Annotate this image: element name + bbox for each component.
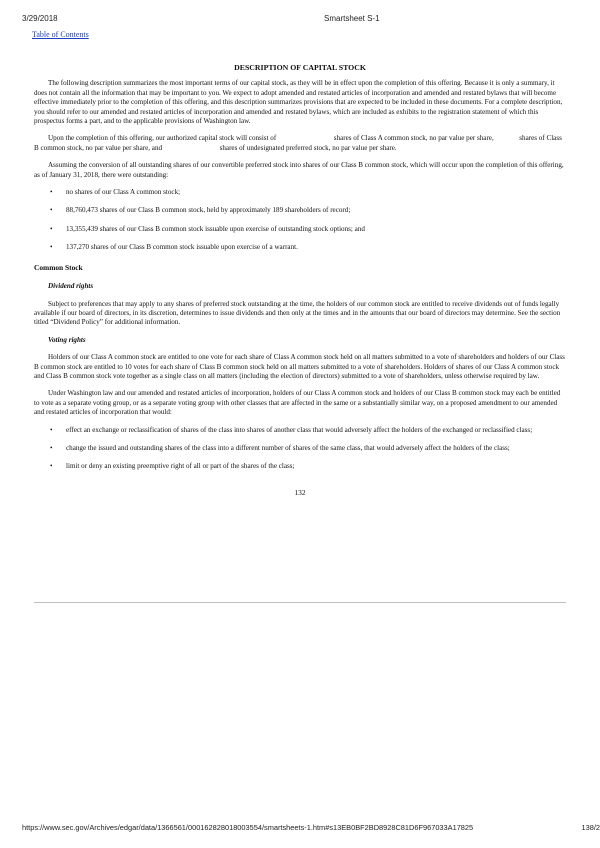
list-item: • 13,355,439 shares of our Class B common stock issuable upon exercise of outstanding stock options; and bbox=[50, 224, 365, 233]
dividend-rights-paragraph: Subject to preferences that may apply to any shares of preferred stock outstanding at the time, the holders of our common stock are entitled to receive dividends out of funds legally available if our board of directors, in its discretion, determines to issue dividends and then only at the times and in the amounts that our board of directors may determine. See the section titled “Dividend Policy” for additional information. bbox=[34, 299, 561, 327]
print-title: Smartsheet S-1 bbox=[324, 14, 380, 23]
page-number: 132 bbox=[294, 487, 306, 497]
authorized-text-2: shares of Class A common stock, no par value per share, bbox=[333, 134, 494, 143]
section-title: DESCRIPTION OF CAPITAL STOCK bbox=[234, 63, 366, 72]
bullet-icon: • bbox=[50, 462, 53, 471]
bullet-icon: • bbox=[50, 188, 53, 197]
intro-paragraph: The following description summarizes the most important terms of our capital stock, as they will be in effect upon the completion of this offering. Because it is only a summary, it does not contain all the information that may be important to you. We expect to adopt amended and restated articles of incorporation and amended and restated bylaws that will become effective immediately prior to the completion of this offering, and this description summarizes provisions that are expected to be included in these documents. For a complete description, you should refer to our amended and restated articles of incorporation and amended and restated bylaws, which are included as exhibits to the registration statement of which this prospectus forms a part, and to the applicable provisions of Washington law. bbox=[34, 79, 563, 126]
authorized-text-3: shares of Class B common stock, no par value per share, and bbox=[34, 134, 562, 152]
voting-conditions-list bbox=[34, 426, 566, 472]
list-item: • effect an exchange or reclassification of shares of the class into shares of another class that would adversely affect the holders of the exchanged or reclassified class; bbox=[50, 425, 533, 434]
footer-page-count: 138/2 bbox=[581, 823, 600, 832]
bullet-icon: • bbox=[50, 443, 53, 452]
dividend-rights-heading: Dividend rights bbox=[48, 282, 94, 291]
authorized-text-1: Upon the completion of this offering, our authorized capital stock will consist of bbox=[48, 134, 277, 143]
bullet-icon: • bbox=[50, 206, 53, 215]
bullet-icon: • bbox=[50, 224, 53, 233]
conversion-paragraph: Assuming the conversion of all outstanding shares of our convertible preferred stock into shares of our Class B common stock, which will occur upon the completion of this offering, as of January 31, 2018, there were outstanding: bbox=[34, 161, 564, 179]
voting-rights-paragraph-2: Under Washington law and our amended and restated articles of incorporation, holders of our Class A common stock and holders of our Class B common stock may each be entitled to vote as a separate voting group, or as a separate voting group with other classes that are affected in the same or a substantially similar way, on a proposed amendment to our amended and restated articles of incorporation that would: bbox=[34, 389, 561, 417]
list-item: • 88,760,473 shares of our Class B common stock, held by approximately 189 shareholders of record; bbox=[50, 206, 351, 215]
footer-url: https://www.sec.gov/Archives/edgar/data/1366561/000162828018003554/smartsheets-1.htm#s13EB0BF2BD8928C81D6F967033A17825 bbox=[22, 823, 474, 832]
table-of-contents-link[interactable]: Table of Contents bbox=[32, 30, 89, 39]
print-header bbox=[22, 14, 578, 26]
document-body bbox=[34, 63, 566, 497]
bullet-icon: • bbox=[50, 243, 53, 252]
print-date: 3/29/2018 bbox=[22, 14, 58, 23]
print-footer bbox=[22, 823, 600, 835]
list-item: • 137,270 shares of our Class B common stock issuable upon exercise of a warrant. bbox=[50, 243, 298, 252]
authorized-text-4: shares of undesignated preferred stock, no par value per share. bbox=[219, 143, 397, 152]
voting-rights-heading: Voting rights bbox=[48, 335, 86, 344]
authorized-stock-paragraph bbox=[34, 134, 566, 153]
list-item: • limit or deny an existing preemptive right of all or part of the shares of the class; bbox=[50, 462, 295, 471]
list-item: • change the issued and outstanding shares of the class into a different number of shares of the same class, that would adversely affect the holders of the class; bbox=[50, 443, 510, 452]
voting-rights-paragraph-1: Holders of our Class A common stock are entitled to one vote for each share of Class A common stock held on all matters submitted to a vote of shareholders and holders of our Class B common stock are entitled to 10 votes for each share of Class B common stock held on all matters submitted to a vote of shareholders. Holders of shares of our Class A common stock and Class B common stock vote together as a single class on all matters (including the election of directors) submitted to a vote of shareholders, unless otherwise required by law. bbox=[34, 353, 565, 380]
bullet-icon: • bbox=[50, 425, 53, 434]
list-item: • no shares of our Class A common stock; bbox=[50, 188, 181, 197]
outstanding-list bbox=[34, 188, 566, 253]
page-divider bbox=[34, 602, 566, 603]
common-stock-heading: Common Stock bbox=[34, 262, 83, 272]
